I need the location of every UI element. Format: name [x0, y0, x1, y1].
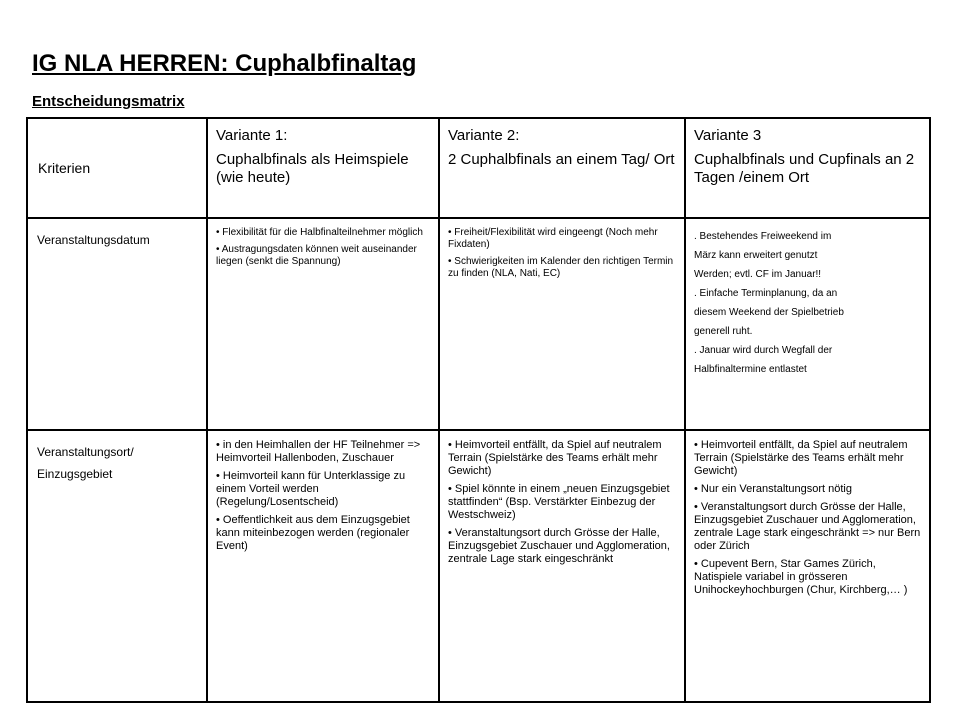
- bullet-item: • Heimvorteil entfällt, da Spiel auf neutralem Terrain (Spielstärke des Teams erhält mehr Gewicht): [448, 439, 662, 477]
- criterion-label: Einzugsgebiet: [37, 467, 113, 481]
- text-line: diesem Weekend der Spielbetrieb: [694, 307, 844, 318]
- bullet-item: • Flexibilität für die Halbfinalteilnehmer möglich: [216, 227, 423, 238]
- variant-3-cell: [685, 430, 930, 702]
- variant-1-cell: [207, 218, 439, 430]
- text-line: . Bestehendes Freiweekend im: [694, 231, 832, 242]
- text-line: generell ruht.: [694, 326, 753, 337]
- criterion-cell: [27, 218, 207, 430]
- variant-3-header-cell: [685, 118, 930, 218]
- bullet-item: • Veranstaltungsort durch Grösse der Halle, Einzugsgebiet Zuschauer und Agglomeration, zentrale Lage stark eingeschränkt: [448, 527, 670, 565]
- variant-3-title: Variante 3: [694, 127, 762, 144]
- variant-2-description: 2 Cuphalbfinals an einem Tag/ Ort: [448, 151, 675, 168]
- header-row: [27, 118, 930, 218]
- bullet-item: • Veranstaltungsort durch Grösse der Halle, Einzugsgebiet Zuschauer und Agglomeration, zentrale Lage stark eingeschränkt => nur Bern oder Zürich: [694, 501, 921, 552]
- table-row-veranstaltungsort: [27, 430, 930, 702]
- criteria-header-label: Kriterien: [38, 160, 91, 176]
- variant-2-cell: [439, 218, 685, 430]
- bullet-item: • Oeffentlichkeit aus dem Einzugsgebiet kann miteinbezogen werden (regionaler Event): [216, 514, 410, 552]
- text-line: . Einfache Terminplanung, da an: [694, 288, 838, 299]
- bullet-item: • Nur ein Veranstaltungsort nötig: [694, 483, 852, 495]
- criteria-header-cell: [27, 118, 207, 218]
- bullet-item: • Cupevent Bern, Star Games Zürich, Natispiele variabel in grösseren Unihockeyhochburgen (Chur, Kirchberg,… ): [694, 558, 908, 596]
- variant-1-title: Variante 1:: [216, 127, 288, 144]
- bullet-item: • Heimvorteil entfällt, da Spiel auf neutralem Terrain (Spielstärke des Teams erhält mehr Gewicht): [694, 439, 908, 477]
- bullet-item: • Schwierigkeiten im Kalender den richtigen Termin zu finden (NLA, Nati, EC): [448, 256, 674, 279]
- variant-1-header-cell: [207, 118, 439, 218]
- bullet-item: • Austragungsdaten können weit auseinander liegen (senkt die Spannung): [216, 244, 417, 267]
- variant-2-title: Variante 2:: [448, 127, 520, 144]
- variant-2-header-cell: [439, 118, 685, 218]
- text-line: März kann erweitert genutzt: [694, 250, 818, 261]
- text-line: . Januar wird durch Wegfall der: [694, 345, 833, 356]
- bullet-item: • Heimvorteil kann für Unterklassige zu einem Vorteil werden (Regelung/Losentscheid): [216, 470, 406, 508]
- bullet-item: • Spiel könnte in einem „neuen Einzugsgebiet stattfinden“ (Bsp. Verstärkter Einbezug der Westschweiz): [448, 483, 670, 521]
- criterion-label: Veranstaltungsort/: [37, 445, 134, 459]
- page-title: IG NLA HERREN: Cuphalbfinaltag: [32, 50, 417, 77]
- variant-3-cell: [685, 218, 930, 430]
- page-subtitle: Entscheidungsmatrix: [32, 93, 185, 110]
- criterion-cell: [27, 430, 207, 702]
- bullet-item: • in den Heimhallen der HF Teilnehmer => Heimvorteil Hallenboden, Zuschauer: [216, 439, 421, 464]
- criterion-label: Veranstaltungsdatum: [37, 233, 150, 247]
- variant-1-cell: [207, 430, 439, 702]
- variant-3-description: Cuphalbfinals und Cupfinals an 2 Tagen /einem Ort: [694, 151, 915, 186]
- text-line: Halbfinaltermine entlastet: [694, 364, 807, 375]
- text-line: Werden; evtl. CF im Januar!!: [694, 269, 822, 280]
- variant-1-description: Cuphalbfinals als Heimspiele (wie heute): [216, 151, 409, 186]
- table-row-veranstaltungsdatum: [27, 218, 930, 430]
- variant-2-cell: [439, 430, 685, 702]
- bullet-item: • Freiheit/Flexibilität wird eingeengt (Noch mehr Fixdaten): [448, 227, 658, 250]
- decision-matrix-table: [26, 117, 931, 703]
